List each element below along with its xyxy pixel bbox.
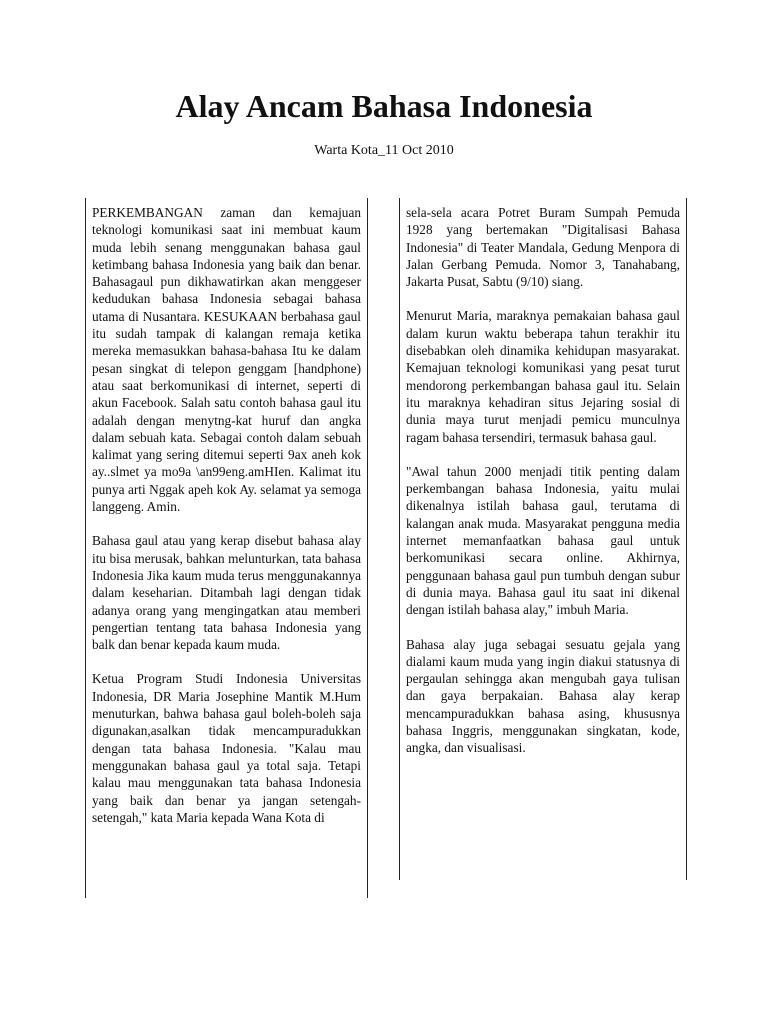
paragraph: sela-sela acara Potret Buram Sumpah Pemuda 1928 yang bertemakan "Digitalisasi Bahasa Indonesia" di Teater Mandala, Gedung Menpora di Jalan Gerbang Pemuda. Nomor 3, Tanahabang, Jakarta Pusat, Sabtu (9/10) siang. [406, 205, 680, 290]
right-column [399, 198, 687, 880]
article-byline: Warta Kota_11 Oct 2010 [314, 143, 454, 158]
paragraph: Bahasa alay juga sebagai sesuatu gejala yang dialami kaum muda yang ingin diakui statusnya di pergaulan sehingga akan mengubah gaya tulisan dan gaya berpakaian. Bahasa alay kerap mencampuradukkan bahasa asing, khususnya bahasa Inggris, menggunakan singkatan, kode, angka, dan visualisasi. [406, 636, 680, 756]
paragraph: Ketua Program Studi Indonesia Universitas Indonesia, DR Maria Josephine Mantik M.Hum menuturkan, bahwa bahasa gaul boleh-boleh saja digunakan,asalkan tidak mencampuradukkan dengan tata bahasa Indonesia. "Kalau mau menggunakan bahasa gaul ya total saja. Tetapi kalau mau menggunakan tata bahasa Indonesia yang baik dan benar ya jangan setengah-setengah," kata Maria kepada Wana Kota di [92, 671, 361, 825]
left-column [85, 198, 368, 898]
paragraph: Menurut Maria, maraknya pemakaian bahasa gaul dalam kurun waktu beberapa tahun terakhir itu disebabkan oleh dinamika kehidupan masyarakat. Kemajuan teknologi komunikasi yang pesat turut mendorong perkembangan bahasa gaul itu. Selain itu maraknya kehadiran situs Jejaring sosial di dunia maya turut menjadi pemicu munculnya ragam bahasa tersendiri, termasuk bahasa gaul. [406, 308, 680, 445]
paragraph: "Awal tahun 2000 menjadi titik penting dalam perkembangan bahasa Indonesia, yaitu mulai dikenalnya istilah bahasa gaul, terutama di kalangan anak muda. Masyarakat pengguna media internet memanfaatkan bahasa gaul untuk berkomunikasi secara online. Akhirnya, penggunaan bahasa gaul pun tumbuh dengan subur di dunia maya. Bahasa gaul itu saat ini dikenal dengan istilah bahasa alay," imbuh Maria. [406, 463, 680, 618]
article-title: Alay Ancam Bahasa Indonesia [175, 88, 593, 124]
paragraph: PERKEMBANGAN zaman dan kemajuan teknologi komunikasi saat ini membuat kaum muda lebih senang menggunakan bahasa gaul ketimbang bahasa Indonesia yang baik dan benar. Bahasagaul pun dikhawatirkan akan menggeser kedudukan bahasa Indonesia sebagai bahasa utama di Nusantara. KESUKAAN berbahasa gaul itu sudah tampak di kalangan remaja ketika mereka memasukkan bahasa-bahasa Itu ke dalam pesan singkat di telepon genggam [handphone) atau saat berkomunikasi di internet, seperti di akun Facebook. Salah satu contoh bahasa gaul itu adalah dengan menytng-kat huruf dan angka dalam sebuah kata. Sebagai contoh dalam sebuah kalimat yang sering ditemui seperti 9ax aneh kok ay..slmet ya mo9a \an99eng.amHIen. Kalimat itu punya arti Nggak apeh kok Ay. selamat ya semoga langgeng. Amin. [92, 205, 361, 515]
paragraph: Bahasa gaul atau yang kerap disebut bahasa alay itu bisa merusak, bahkan melunturkan, tata bahasa Indonesia Jika kaum muda terus menggunakannya dalam keseharian. Ditambah lagi dengan tidak adanya orang yang mengingatkan atau memberi pengertian tentang tata bahasa Indonesia yang balk dan benar kepada kaum muda. [92, 533, 361, 653]
